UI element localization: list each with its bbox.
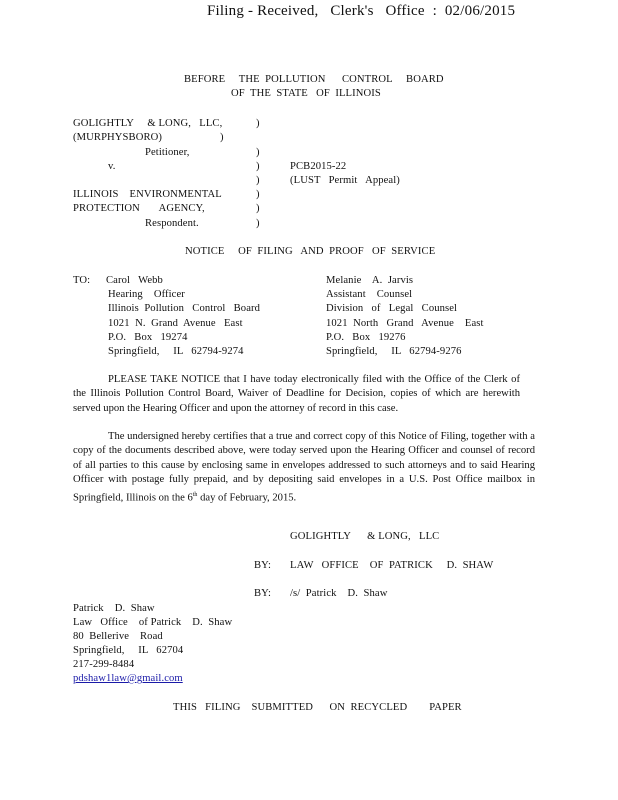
recipient-left-line: 1021 N. Grand Avenue East (108, 318, 243, 329)
board-title-line2: OF THE STATE OF ILLINOIS (231, 88, 381, 99)
caption-paren: ) (256, 189, 260, 200)
recipient-left-line: Illinois Pollution Control Board (108, 303, 261, 314)
respondent-name-line1: ILLINOIS ENVIRONMENTAL (73, 189, 222, 200)
petitioner-name-line2: (MURPHYSBORO) (73, 132, 163, 143)
recipient-left-line: Springfield, IL 62794-9274 (108, 346, 244, 357)
notice-title: NOTICE OF FILING AND PROOF OF SERVICE (185, 246, 436, 257)
board-title-line1: BEFORE THE POLLUTION CONTROL BOARD (184, 74, 444, 85)
recipient-left-line: Carol Webb (106, 275, 163, 286)
by-label: BY: (254, 560, 271, 571)
filing-stamp: Filing - Received, Clerk's Office : 02/06/2015 (207, 3, 516, 19)
contact-phone: 217-299-8484 (73, 659, 135, 670)
caption-paren: ) (220, 132, 224, 143)
recipient-left-line: Hearing Officer (108, 289, 185, 300)
recipient-right-line: Melanie A. Jarvis (326, 275, 414, 286)
notice-paragraph: PLEASE TAKE NOTICE that I have today electronically filed with the Office of the Clerk of the Illinois Pollution Control Board, Waiver of Deadline for Decision, copies of which are herewith served upon the Hearing Officer and upon the attorney of record in this case. (73, 374, 520, 414)
certification-text: The undersigned hereby certifies that a true and correct copy of this Notice of Filing, together with a copy of the documents described above, were today served upon the Hearing Officer and counsel of record of all parties to this cause by enclosing same in envelopes addressed to such attorneys and to said Hearing Officer with postage fully prepaid, and by depositing said envelopes in a U.S. Post Office mailbox in Springfield, Illinois on the 6 (73, 431, 535, 504)
contact-email-link[interactable]: pdshaw1law@gmail.com (73, 673, 183, 684)
by-label: BY: (254, 588, 271, 599)
signature-firm: GOLIGHTLY & LONG, LLC (290, 531, 440, 542)
contact-street: 80 Bellerive Road (73, 631, 163, 642)
caption-paren: ) (256, 175, 260, 186)
recycled-paper-footer: THIS FILING SUBMITTED ON RECYCLED PAPER (173, 702, 462, 713)
case-type: (LUST Permit Appeal) (290, 175, 400, 186)
petitioner-name-line1: GOLIGHTLY & LONG, LLC, (73, 118, 223, 129)
to-label: TO: (73, 275, 91, 286)
recipient-right-line: 1021 North Grand Avenue East (326, 318, 484, 329)
date-superscript: th (192, 491, 198, 498)
caption-paren: ) (256, 147, 260, 158)
electronic-signature: /s/ Patrick D. Shaw (290, 588, 388, 599)
certification-tail: day of February, 2015. (197, 492, 297, 504)
respondent-role: Respondent. (145, 218, 199, 229)
recipient-right-line: Assistant Counsel (326, 289, 413, 300)
versus: v. (108, 161, 116, 172)
petitioner-role: Petitioner, (145, 147, 190, 158)
certification-paragraph (73, 430, 535, 506)
recipient-right-line: Division of Legal Counsel (326, 303, 458, 314)
respondent-name-line2: PROTECTION AGENCY, (73, 203, 205, 214)
case-number: PCB2015-22 (290, 161, 347, 172)
recipient-right-line: Springfield, IL 62794-9276 (326, 346, 462, 357)
signature-law-office: LAW OFFICE OF PATRICK D. SHAW (290, 560, 494, 571)
caption-paren: ) (256, 203, 260, 214)
caption-paren: ) (256, 161, 260, 172)
caption-paren: ) (256, 118, 260, 129)
contact-name: Patrick D. Shaw (73, 603, 155, 614)
contact-city: Springfield, IL 62704 (73, 645, 184, 656)
recipient-right-line: P.O. Box 19276 (326, 332, 406, 343)
caption-paren: ) (256, 218, 260, 229)
contact-office: Law Office of Patrick D. Shaw (73, 617, 233, 628)
recipient-left-line: P.O. Box 19274 (108, 332, 188, 343)
